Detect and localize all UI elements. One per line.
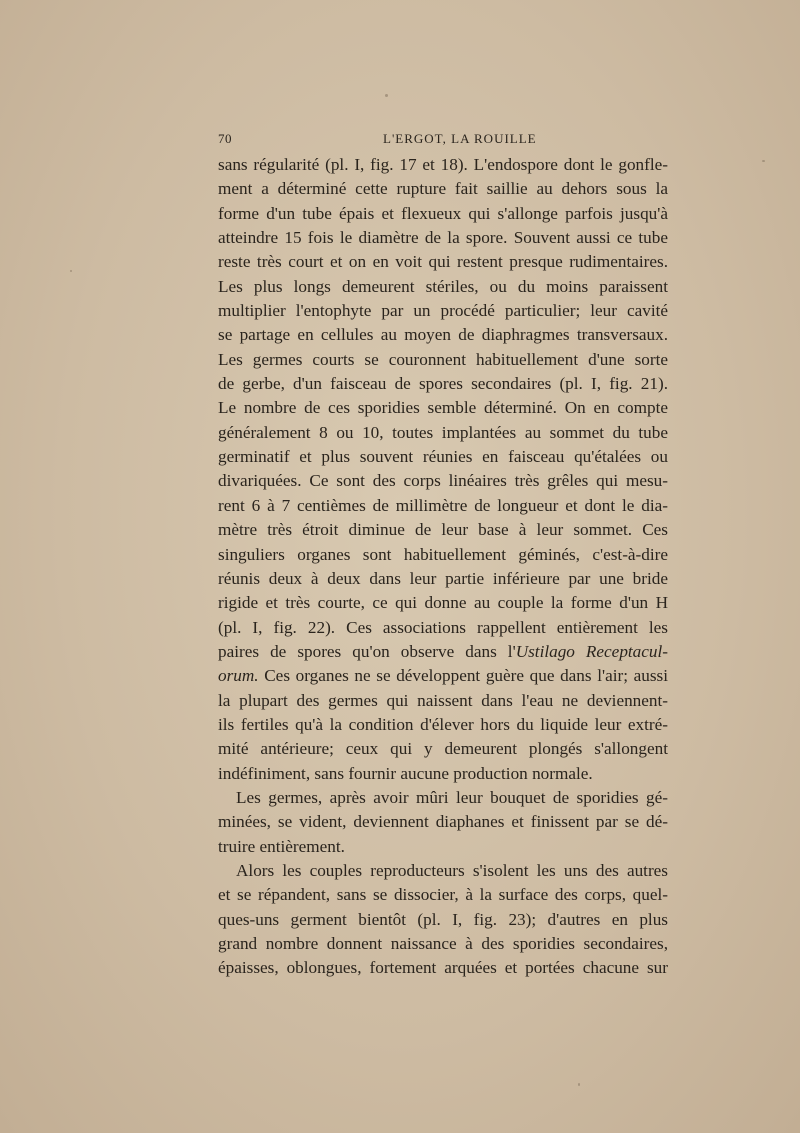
text-line: divariquées. Ce sont des corps linéaires très grêles qui mesu- (218, 471, 668, 491)
text-line: mité antérieure; ceux qui y demeurent plongés s'allongent (218, 739, 668, 759)
text-line: multiplier l'entophyte par un procédé particulier; leur cavité (218, 301, 668, 321)
text-line: rent 6 à 7 centièmes de millimètre de longueur et dont le dia- (218, 495, 668, 515)
paper-speck (578, 1083, 580, 1086)
text-line: épaisses, oblongues, fortement arquées et portées chacune sur (218, 958, 668, 978)
text-line: Alors les couples reproducteurs s'isolent les uns des autres (236, 860, 668, 880)
text-line: truire entièrement. (218, 836, 345, 856)
text-line: Les germes courts se couronnent habituellement d'une sorte (218, 349, 668, 369)
text-line: rigide et très courte, ce qui donne au couple la forme d'un H (218, 593, 668, 613)
text-line: indéfiniment, sans fournir aucune production normale. (218, 763, 593, 783)
text-line: (pl. I, fig. 22). Ces associations rappellent entièrement les (218, 617, 668, 637)
text-line: Le nombre de ces sporidies semble déterminé. On en compte (218, 398, 668, 418)
body-text (218, 153, 668, 981)
text-line: Les germes, après avoir mûri leur bouquet de sporidies gé- (236, 787, 668, 807)
text-line: paires de spores qu'on observe dans l'Ustilago Receptacul- (218, 641, 668, 661)
page-number: 70 (218, 131, 232, 146)
text-line: ils fertiles qu'à la condition d'élever hors du liquide leur extré- (218, 714, 668, 734)
paper-speck (70, 270, 72, 272)
italic-species-name: Ustilago Receptacul- (515, 641, 668, 661)
text-line: et se répandent, sans se dissocier, à la surface des corps, quel- (218, 885, 668, 905)
text-line: Les plus longs demeurent stériles, ou du moins paraissent (218, 276, 668, 296)
running-title: L'ERGOT, LA ROUILLE (383, 131, 537, 146)
text-line: singuliers organes sont habituellement géminés, c'est-à-dire (218, 544, 668, 564)
text-line: réunis deux à deux dans leur partie inférieure par une bride (218, 568, 668, 588)
text-line: se partage en cellules au moyen de diaphragmes transversaux. (218, 325, 668, 345)
page-header (218, 131, 668, 151)
text-line: germinatif et plus souvent réunies en faisceau qu'étalées ou (218, 447, 668, 467)
text-line: atteindre 15 fois le diamètre de la spore. Souvent aussi ce tube (218, 228, 668, 248)
text-line: minées, se vident, deviennent diaphanes et finissent par se dé- (218, 812, 668, 832)
paper-speck (385, 94, 388, 97)
paper-speck (762, 160, 765, 162)
text-line: grand nombre donnent naissance à des sporidies secondaires, (218, 934, 668, 953)
text-line: reste très court et on en voit qui restent presque rudimentaires. (218, 252, 668, 272)
text-line: mètre très étroit diminue de leur base à leur sommet. Ces (218, 520, 668, 540)
italic-species-name: orum. (218, 666, 259, 686)
text-line: généralement 8 ou 10, toutes implantées au sommet du tube (218, 422, 668, 442)
text-line: ment a déterminé cette rupture fait saillie au dehors sous la (218, 179, 668, 199)
text-line: sans régularité (pl. I, fig. 17 et 18). L'endospore dont le gonfle- (218, 155, 668, 174)
text-line: orum. Ces organes ne se développent guère que dans l'air; aussi (218, 666, 668, 686)
text-line: la plupart des germes qui naissent dans l'eau ne deviennent- (218, 690, 668, 710)
text-line: ques-uns germent bientôt (pl. I, fig. 23); d'autres en plus (218, 909, 668, 929)
text-line: de gerbe, d'un faisceau de spores secondaires (pl. I, fig. 21). (218, 374, 668, 394)
text-line: forme d'un tube épais et flexueux qui s'allonge parfois jusqu'à (218, 203, 668, 223)
